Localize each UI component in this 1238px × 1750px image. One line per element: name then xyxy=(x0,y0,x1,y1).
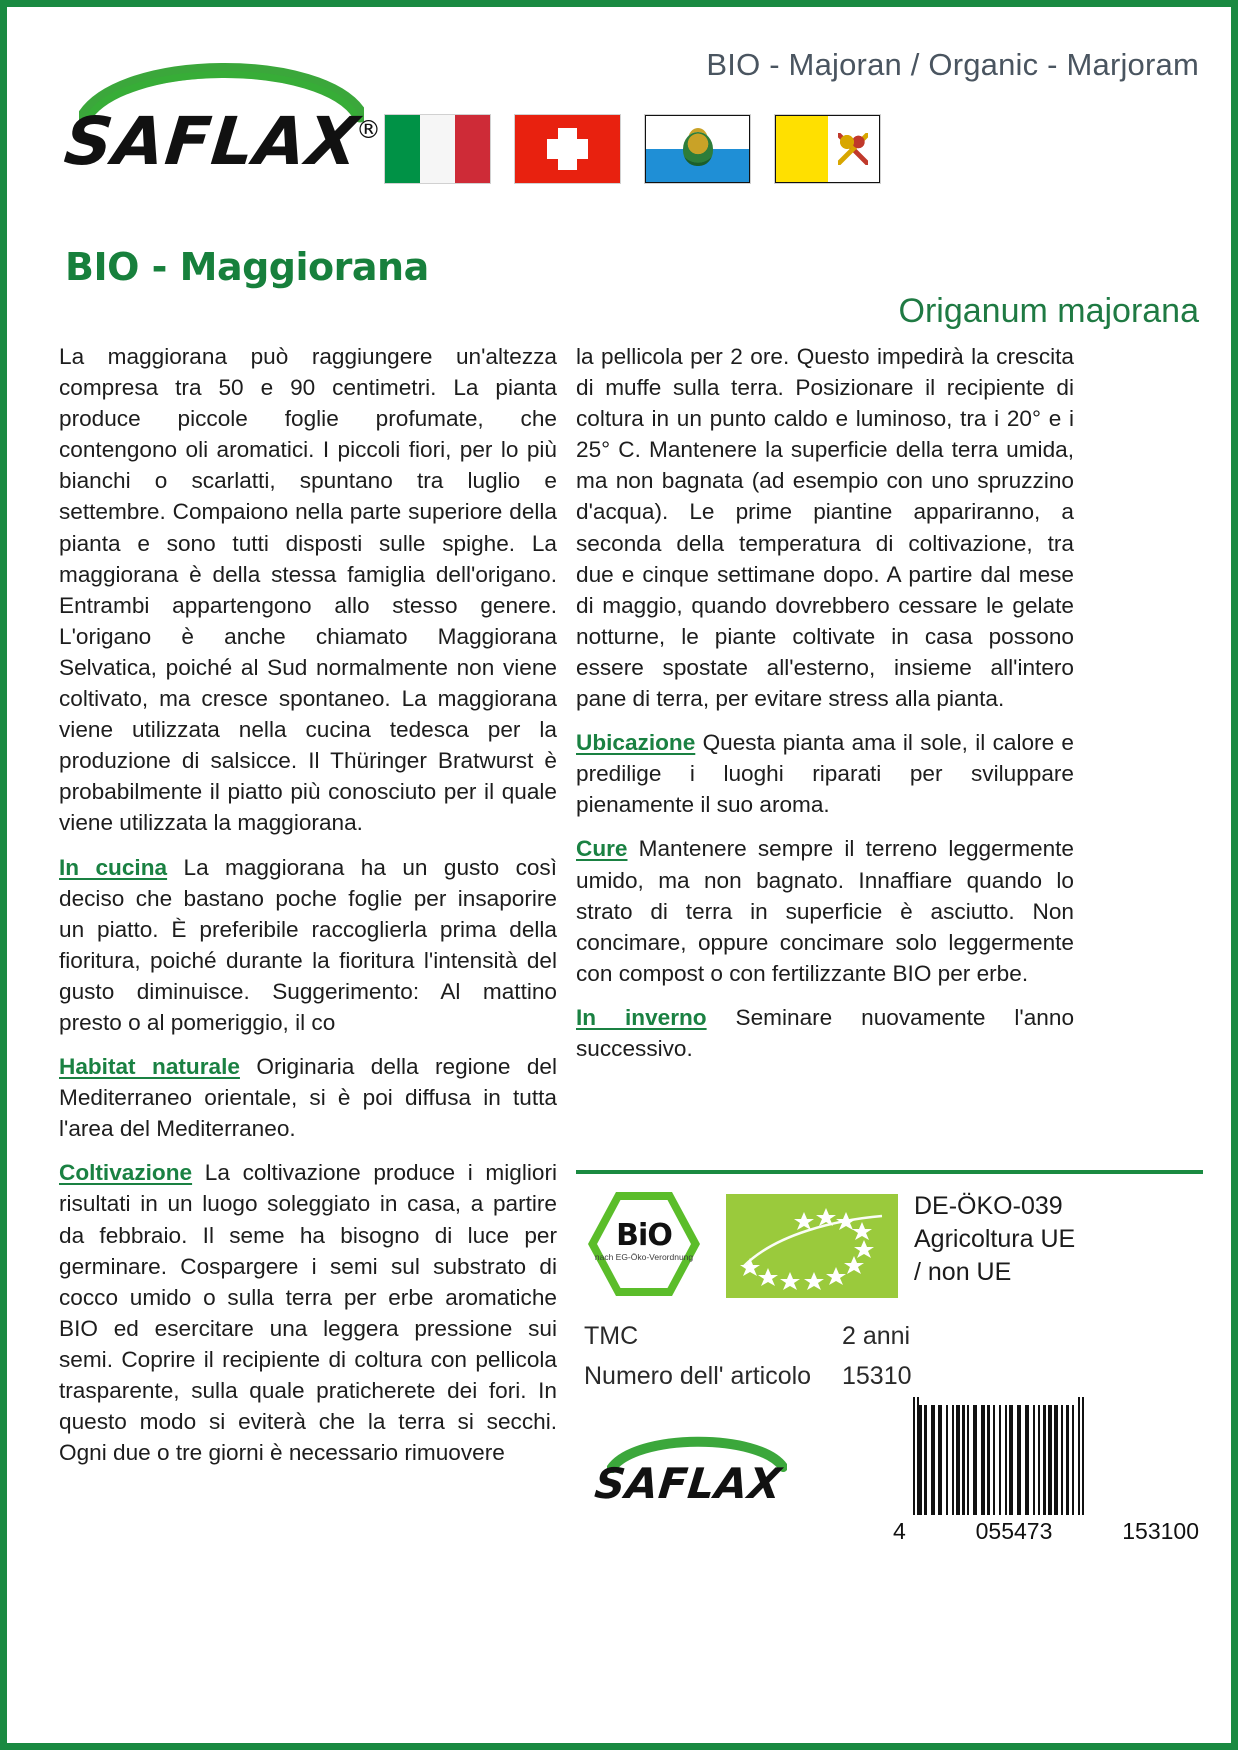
eu-certification-text xyxy=(914,1190,1075,1289)
section-body-habitat-naturale: Originaria della regione del Mediterraneo orientale, si è poi diffusa in tutta l'area del Mediterraneo. xyxy=(59,1054,557,1142)
section-body-coltivazione: La coltivazione produce i migliori risultati in un luogo soleggiato in casa, a partire da febbraio. Il seme ha bisogno di luce per germinare. Cospargere i semi sul substrato di cocco umido o sulla terra per erbe aromatiche BIO ed esercitare una leggera pressione sui semi. Coprire il recipiente di coltura con pellicola trasparente, sulla quale praticherete dei fori. In questo modo si eviterà che la terra si secchi. Ogni due o tre giorni è necessario rimuovere xyxy=(59,1160,557,1466)
header-language-title: BIO - Majoran / Organic - Marjoram xyxy=(706,47,1199,82)
section-heading-habitat-naturale: Habitat naturale xyxy=(59,1054,240,1080)
barcode-digit-mid: 055473 xyxy=(975,1518,1053,1544)
saflax-logo xyxy=(60,45,385,190)
flag-italy xyxy=(385,115,490,183)
barcode-digit-left: 4 xyxy=(893,1518,906,1544)
tmc-row xyxy=(584,1322,1203,1351)
flag-san-marino xyxy=(645,115,750,183)
left-column xyxy=(59,341,557,1481)
section-heading-ubicazione: Ubicazione xyxy=(576,730,696,756)
ean-barcode xyxy=(891,1405,1201,1547)
section-body-in-cucina: La maggiorana ha un gusto così deciso che bastano poche foglie per insaporire un piatto. È preferibile raccoglierla prima della fioritura, poiché durante la fioritura l'intensità del gusto diminuisce. Suggerimento: Al mattino presto o al pomeriggio, il co xyxy=(59,854,558,1035)
title-row xyxy=(7,245,1231,330)
tmc-label: TMC xyxy=(584,1322,639,1350)
intro-paragraph: La maggiorana può raggiungere un'altezza compresa tra 50 e 90 centimetri. La pianta produce piccole foglie profumate, che contengono oli aromatici. I piccoli fiori, per lo più bianchi o scarlatti, spuntano tra luglio e settembre. Compaiono nella parte superiore della pianta e sono tutti disposti sulle spighe. La maggiorana è della stessa famiglia dell'origano. Entrambi appartengono allo stesso genere. L'origano è anche chiamato Maggiorana Selvatica, poiché al Sud normalmente non viene coltivato, ma cresce spontaneo. La maggiorana viene utilizzata nella cucina tedesca per la produzione di salsicce. Il Thüringer Bratwurst è probabilmente il piatto più conosciuto per il quale viene utilizzata la maggiorana. xyxy=(59,344,557,836)
right-column xyxy=(576,341,1074,1064)
section-heading-in-inverno: In inverno xyxy=(576,1004,707,1030)
latin-name: Origanum majorana xyxy=(898,292,1199,330)
section-ubicazione xyxy=(576,727,1074,820)
barcode-digit-right: 153100 xyxy=(1122,1518,1199,1544)
section-coltivazione xyxy=(59,1157,557,1468)
eu-control-code: DE-ÖKO-039 xyxy=(914,1192,1063,1220)
footer-brand-wordmark: SAFLAX xyxy=(592,1459,784,1508)
section-habitat-naturale xyxy=(59,1051,557,1144)
registered-mark-icon: ® xyxy=(356,115,381,144)
packet-header xyxy=(7,7,1231,225)
section-body-cure: Mantenere sempre il terreno leggermente umido, ma non bagnato. Innaffiare quando lo strato di terra in superficie è asciutto. Non concimare, oppure concimare solo leggermente con compost o con fertilizzante BIO per erbe. xyxy=(576,836,1074,986)
section-in-cucina xyxy=(59,852,557,1039)
section-heading-cure: Cure xyxy=(576,836,628,862)
section-body-ubicazione: Questa pianta ama il sole, il calore e predilige i luoghi riparati per sviluppare pienamente il suo aroma. xyxy=(576,730,1075,818)
article-number-value: 15310 xyxy=(842,1362,912,1390)
certification-panel xyxy=(576,1170,1203,1430)
article-number-row xyxy=(584,1362,1203,1391)
continuation-paragraph: la pellicola per 2 ore. Questo impedirà la crescita di muffe sulla terra. Posizionare il recipiente di coltura in un punto caldo e luminoso, tra i 20° e i 25° C. Mantenere la superficie della terra umida, ma non bagnata (ad esempio con uno spruzzino d'acqua). Le prime piantine appariranno, a seconda della temperatura di coltivazione, tra due e cinque settimane dopo. A partire dal mese di maggio, quando dovrebbero cessare le gelate notturne, le piante coltivate in casa possono essere spostate all'esterno, insieme all'intero pane di terra, per evitare stress alla pianta. xyxy=(576,344,1074,712)
article-number-label: Numero dell' articolo xyxy=(584,1362,812,1390)
footer-saflax-logo xyxy=(592,1427,805,1527)
bio-seal-icon xyxy=(588,1192,706,1300)
section-in-inverno xyxy=(576,1002,1074,1064)
section-heading-coltivazione: Coltivazione xyxy=(59,1160,193,1186)
barcode-bars xyxy=(913,1405,1181,1515)
barcode-digits xyxy=(891,1518,1201,1545)
tmc-value: 2 anni xyxy=(842,1322,911,1350)
section-body-in-inverno: Seminare nuovamente l'anno successivo. xyxy=(576,1004,1075,1061)
eu-non-eu-line: / non UE xyxy=(914,1258,1012,1286)
bio-seal-word: BiO xyxy=(616,1218,672,1253)
divider xyxy=(576,1170,1203,1174)
bio-seal-subtext: nach EG-Öko-Verordnung xyxy=(594,1252,694,1262)
flag-switzerland xyxy=(515,115,620,183)
eu-organic-leaf-icon xyxy=(726,1194,898,1298)
eu-agriculture-line: Agricoltura UE xyxy=(914,1225,1076,1253)
flag-vatican xyxy=(775,115,880,183)
section-cure xyxy=(576,833,1074,988)
country-flags xyxy=(385,115,880,183)
section-heading-in-cucina: In cucina xyxy=(59,854,168,880)
brand-wordmark: SAFLAX xyxy=(60,103,363,180)
page-title: BIO - Maggiorana xyxy=(65,245,429,289)
